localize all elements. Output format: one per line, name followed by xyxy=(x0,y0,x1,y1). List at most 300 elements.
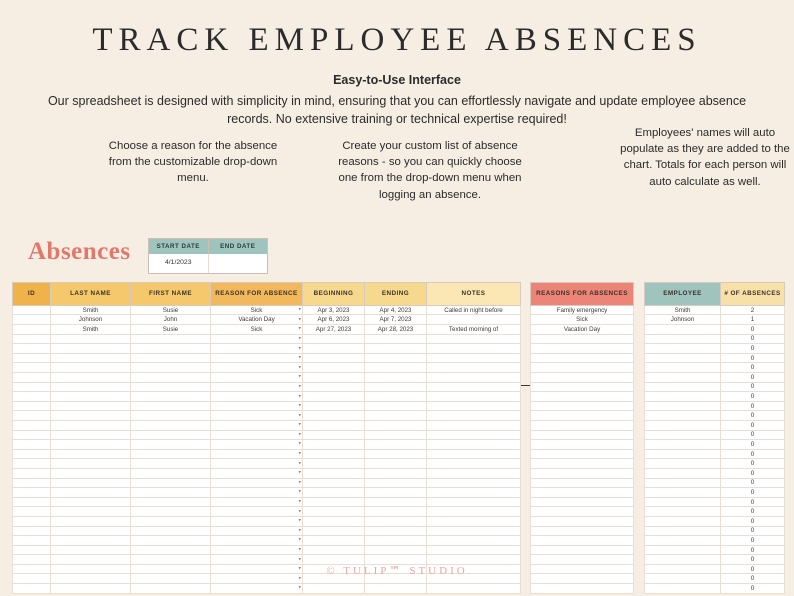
cell-last-name[interactable] xyxy=(51,392,131,402)
cell-reason-name[interactable] xyxy=(531,344,634,354)
employee-row[interactable] xyxy=(645,459,785,469)
cell-beginning[interactable] xyxy=(303,440,365,450)
cell-ending[interactable] xyxy=(365,440,427,450)
cell-last-name[interactable] xyxy=(51,555,131,565)
cell-employee-name[interactable] xyxy=(645,584,721,594)
employee-row[interactable] xyxy=(645,353,785,363)
chevron-down-icon[interactable]: ▾ xyxy=(298,421,301,428)
cell-employee-name[interactable] xyxy=(645,545,721,555)
cell-absence-count[interactable]: 2 xyxy=(721,305,785,315)
cell-beginning[interactable] xyxy=(303,430,365,440)
cell-ending[interactable] xyxy=(365,536,427,546)
cell-reason-name[interactable] xyxy=(531,373,634,383)
cell-last-name[interactable] xyxy=(51,373,131,383)
chevron-down-icon[interactable]: ▾ xyxy=(298,479,301,486)
cell-first-name[interactable] xyxy=(131,507,211,517)
cell-id[interactable] xyxy=(13,555,51,565)
cell-ending[interactable] xyxy=(365,526,427,536)
cell-reason-name[interactable] xyxy=(531,584,634,594)
cell-beginning[interactable] xyxy=(303,401,365,411)
reasons-row[interactable] xyxy=(531,545,634,555)
cell-beginning[interactable]: Apr 6, 2023 xyxy=(303,315,365,325)
chevron-down-icon[interactable]: ▾ xyxy=(298,335,301,342)
table-row[interactable] xyxy=(13,584,521,594)
cell-id[interactable] xyxy=(13,411,51,421)
cell-id[interactable] xyxy=(13,373,51,383)
cell-reason-name[interactable] xyxy=(531,353,634,363)
reasons-row[interactable] xyxy=(531,411,634,421)
cell-absence-count[interactable]: 0 xyxy=(721,584,785,594)
cell-notes[interactable] xyxy=(427,315,521,325)
cell-first-name[interactable] xyxy=(131,468,211,478)
cell-id[interactable] xyxy=(13,507,51,517)
employee-row[interactable] xyxy=(645,344,785,354)
cell-last-name[interactable] xyxy=(51,382,131,392)
chevron-down-icon[interactable]: ▾ xyxy=(298,536,301,543)
cell-employee-name[interactable]: Johnson xyxy=(645,315,721,325)
cell-employee-name[interactable] xyxy=(645,516,721,526)
employee-row[interactable] xyxy=(645,315,785,325)
employee-row[interactable] xyxy=(645,382,785,392)
cell-beginning[interactable] xyxy=(303,420,365,430)
table-row[interactable] xyxy=(13,478,521,488)
employee-row[interactable] xyxy=(645,392,785,402)
reasons-row[interactable] xyxy=(531,526,634,536)
reasons-row[interactable] xyxy=(531,536,634,546)
cell-first-name[interactable] xyxy=(131,363,211,373)
employee-row[interactable] xyxy=(645,363,785,373)
reasons-row[interactable] xyxy=(531,382,634,392)
cell-beginning[interactable] xyxy=(303,507,365,517)
cell-reason-name[interactable] xyxy=(531,411,634,421)
cell-first-name[interactable] xyxy=(131,516,211,526)
cell-absence-count[interactable]: 0 xyxy=(721,555,785,565)
employee-row[interactable] xyxy=(645,478,785,488)
employee-row[interactable] xyxy=(645,584,785,594)
cell-notes[interactable] xyxy=(427,497,521,507)
cell-ending[interactable] xyxy=(365,555,427,565)
cell-ending[interactable] xyxy=(365,373,427,383)
cell-ending[interactable] xyxy=(365,392,427,402)
cell-id[interactable] xyxy=(13,478,51,488)
cell-id[interactable] xyxy=(13,315,51,325)
reasons-row[interactable] xyxy=(531,478,634,488)
cell-last-name[interactable] xyxy=(51,488,131,498)
cell-beginning[interactable] xyxy=(303,344,365,354)
cell-reason-name[interactable] xyxy=(531,526,634,536)
cell-last-name[interactable] xyxy=(51,430,131,440)
cell-beginning[interactable] xyxy=(303,555,365,565)
chevron-down-icon[interactable]: ▾ xyxy=(298,469,301,476)
cell-notes[interactable] xyxy=(427,411,521,421)
cell-id[interactable] xyxy=(13,449,51,459)
cell-beginning[interactable] xyxy=(303,545,365,555)
cell-reason-dropdown[interactable] xyxy=(211,373,303,383)
cell-reason-dropdown[interactable] xyxy=(211,459,303,469)
cell-beginning[interactable] xyxy=(303,488,365,498)
chevron-down-icon[interactable]: ▾ xyxy=(298,575,301,582)
chevron-down-icon[interactable]: ▾ xyxy=(298,306,301,313)
reasons-row[interactable] xyxy=(531,430,634,440)
table-row[interactable] xyxy=(13,373,521,383)
table-row[interactable] xyxy=(13,526,521,536)
cell-beginning[interactable] xyxy=(303,392,365,402)
reasons-row[interactable] xyxy=(531,488,634,498)
cell-first-name[interactable] xyxy=(131,382,211,392)
cell-reason-name[interactable] xyxy=(531,401,634,411)
cell-beginning[interactable] xyxy=(303,382,365,392)
table-row[interactable] xyxy=(13,516,521,526)
cell-employee-name[interactable] xyxy=(645,363,721,373)
cell-employee-name[interactable] xyxy=(645,488,721,498)
cell-last-name[interactable] xyxy=(51,536,131,546)
cell-beginning[interactable] xyxy=(303,449,365,459)
cell-reason-dropdown[interactable] xyxy=(211,411,303,421)
cell-ending[interactable] xyxy=(365,420,427,430)
table-row[interactable] xyxy=(13,440,521,450)
cell-employee-name[interactable] xyxy=(645,420,721,430)
table-row[interactable] xyxy=(13,401,521,411)
cell-reason-name[interactable] xyxy=(531,363,634,373)
cell-absence-count[interactable]: 0 xyxy=(721,420,785,430)
cell-reason-dropdown[interactable] xyxy=(211,353,303,363)
employee-row[interactable] xyxy=(645,468,785,478)
cell-ending[interactable] xyxy=(365,584,427,594)
cell-beginning[interactable] xyxy=(303,363,365,373)
cell-absence-count[interactable]: 0 xyxy=(721,373,785,383)
cell-employee-name[interactable] xyxy=(645,526,721,536)
reasons-row[interactable] xyxy=(531,468,634,478)
cell-last-name[interactable]: Smith xyxy=(51,305,131,315)
cell-reason-dropdown[interactable] xyxy=(211,468,303,478)
cell-notes[interactable] xyxy=(427,373,521,383)
cell-ending[interactable] xyxy=(365,478,427,488)
cell-id[interactable] xyxy=(13,401,51,411)
chevron-down-icon[interactable]: ▾ xyxy=(298,354,301,361)
chevron-down-icon[interactable]: ▾ xyxy=(298,316,301,323)
cell-notes[interactable] xyxy=(427,449,521,459)
cell-employee-name[interactable] xyxy=(645,373,721,383)
cell-reason-dropdown[interactable] xyxy=(211,382,303,392)
cell-reason-name[interactable] xyxy=(531,536,634,546)
cell-absence-count[interactable]: 0 xyxy=(721,478,785,488)
cell-first-name[interactable] xyxy=(131,555,211,565)
cell-id[interactable] xyxy=(13,497,51,507)
cell-beginning[interactable] xyxy=(303,516,365,526)
cell-notes[interactable] xyxy=(427,382,521,392)
reasons-row[interactable] xyxy=(531,459,634,469)
cell-reason-dropdown[interactable] xyxy=(211,392,303,402)
reasons-row[interactable] xyxy=(531,401,634,411)
cell-ending[interactable] xyxy=(365,468,427,478)
cell-reason-dropdown[interactable] xyxy=(211,516,303,526)
cell-absence-count[interactable]: 0 xyxy=(721,430,785,440)
reasons-row[interactable] xyxy=(531,516,634,526)
cell-beginning[interactable] xyxy=(303,334,365,344)
cell-reason-name[interactable] xyxy=(531,497,634,507)
reasons-row[interactable] xyxy=(531,363,634,373)
cell-notes[interactable] xyxy=(427,468,521,478)
cell-absence-count[interactable]: 0 xyxy=(721,363,785,373)
chevron-down-icon[interactable]: ▾ xyxy=(298,488,301,495)
cell-absence-count[interactable]: 0 xyxy=(721,344,785,354)
cell-reason-name[interactable] xyxy=(531,334,634,344)
cell-beginning[interactable] xyxy=(303,373,365,383)
table-row[interactable] xyxy=(13,392,521,402)
cell-reason-dropdown[interactable] xyxy=(211,478,303,488)
cell-beginning[interactable]: Apr 3, 2023 xyxy=(303,305,365,315)
cell-last-name[interactable] xyxy=(51,507,131,517)
reasons-row[interactable] xyxy=(531,353,634,363)
cell-last-name[interactable] xyxy=(51,459,131,469)
employee-row[interactable] xyxy=(645,526,785,536)
cell-absence-count[interactable]: 0 xyxy=(721,382,785,392)
cell-reason-name[interactable] xyxy=(531,449,634,459)
cell-reason-dropdown[interactable]: Sick ▾ xyxy=(211,325,303,335)
table-row[interactable] xyxy=(13,430,521,440)
cell-employee-name[interactable] xyxy=(645,334,721,344)
cell-reason-dropdown[interactable] xyxy=(211,536,303,546)
absences-table[interactable] xyxy=(12,282,520,594)
cell-notes[interactable] xyxy=(427,430,521,440)
reasons-row[interactable] xyxy=(531,440,634,450)
table-row[interactable] xyxy=(13,325,521,335)
cell-last-name[interactable]: Smith xyxy=(51,325,131,335)
cell-reason-name[interactable] xyxy=(531,459,634,469)
cell-absence-count[interactable]: 0 xyxy=(721,401,785,411)
cell-id[interactable] xyxy=(13,584,51,594)
cell-reason-name[interactable] xyxy=(531,545,634,555)
cell-beginning[interactable] xyxy=(303,459,365,469)
cell-first-name[interactable] xyxy=(131,584,211,594)
table-row[interactable] xyxy=(13,468,521,478)
cell-last-name[interactable] xyxy=(51,353,131,363)
cell-reason-dropdown[interactable] xyxy=(211,555,303,565)
cell-ending[interactable] xyxy=(365,411,427,421)
cell-absence-count[interactable]: 0 xyxy=(721,574,785,584)
cell-employee-name[interactable] xyxy=(645,411,721,421)
reasons-row[interactable] xyxy=(531,373,634,383)
cell-reason-name[interactable]: Vacation Day xyxy=(531,325,634,335)
cell-id[interactable] xyxy=(13,536,51,546)
cell-beginning[interactable] xyxy=(303,497,365,507)
table-row[interactable] xyxy=(13,353,521,363)
reasons-row[interactable] xyxy=(531,507,634,517)
cell-id[interactable] xyxy=(13,353,51,363)
employee-row[interactable] xyxy=(645,420,785,430)
cell-absence-count[interactable]: 0 xyxy=(721,449,785,459)
cell-reason-dropdown[interactable] xyxy=(211,507,303,517)
cell-absence-count[interactable]: 0 xyxy=(721,353,785,363)
chevron-down-icon[interactable]: ▾ xyxy=(298,498,301,505)
chevron-down-icon[interactable]: ▾ xyxy=(298,412,301,419)
reasons-row[interactable] xyxy=(531,584,634,594)
employee-row[interactable] xyxy=(645,536,785,546)
cell-ending[interactable] xyxy=(365,363,427,373)
cell-employee-name[interactable] xyxy=(645,401,721,411)
cell-absence-count[interactable]: 0 xyxy=(721,526,785,536)
cell-last-name[interactable] xyxy=(51,545,131,555)
cell-beginning[interactable] xyxy=(303,584,365,594)
reasons-row[interactable] xyxy=(531,344,634,354)
cell-reason-dropdown[interactable] xyxy=(211,363,303,373)
employee-row[interactable] xyxy=(645,440,785,450)
cell-last-name[interactable] xyxy=(51,584,131,594)
cell-id[interactable] xyxy=(13,459,51,469)
cell-reason-name[interactable] xyxy=(531,392,634,402)
cell-id[interactable] xyxy=(13,526,51,536)
start-date-input[interactable]: 4/1/2023 xyxy=(149,254,209,273)
table-row[interactable] xyxy=(13,459,521,469)
employee-row[interactable] xyxy=(645,516,785,526)
table-row[interactable] xyxy=(13,555,521,565)
chevron-down-icon[interactable]: ▾ xyxy=(298,373,301,380)
table-row[interactable] xyxy=(13,449,521,459)
cell-id[interactable] xyxy=(13,516,51,526)
cell-ending[interactable]: Apr 4, 2023 xyxy=(365,305,427,315)
cell-first-name[interactable]: Susie xyxy=(131,325,211,335)
reasons-row[interactable] xyxy=(531,420,634,430)
employee-row[interactable] xyxy=(645,401,785,411)
cell-absence-count[interactable]: 0 xyxy=(721,392,785,402)
cell-absence-count[interactable]: 0 xyxy=(721,536,785,546)
cell-reason-name[interactable] xyxy=(531,430,634,440)
cell-reason-name[interactable] xyxy=(531,516,634,526)
cell-reason-name[interactable] xyxy=(531,478,634,488)
chevron-down-icon[interactable]: ▾ xyxy=(298,440,301,447)
cell-id[interactable] xyxy=(13,440,51,450)
cell-employee-name[interactable] xyxy=(645,507,721,517)
cell-beginning[interactable] xyxy=(303,478,365,488)
chevron-down-icon[interactable]: ▾ xyxy=(298,517,301,524)
cell-reason-name[interactable] xyxy=(531,382,634,392)
cell-first-name[interactable] xyxy=(131,526,211,536)
cell-first-name[interactable] xyxy=(131,536,211,546)
reasons-row[interactable] xyxy=(531,325,634,335)
cell-reason-dropdown[interactable] xyxy=(211,430,303,440)
cell-id[interactable] xyxy=(13,305,51,315)
cell-employee-name[interactable] xyxy=(645,325,721,335)
cell-reason-dropdown[interactable] xyxy=(211,526,303,536)
table-row[interactable] xyxy=(13,382,521,392)
cell-ending[interactable] xyxy=(365,382,427,392)
cell-beginning[interactable] xyxy=(303,536,365,546)
employee-row[interactable] xyxy=(645,449,785,459)
employee-row[interactable] xyxy=(645,507,785,517)
cell-notes[interactable] xyxy=(427,488,521,498)
cell-reason-dropdown[interactable] xyxy=(211,440,303,450)
cell-id[interactable] xyxy=(13,468,51,478)
employee-row[interactable] xyxy=(645,305,785,315)
cell-notes[interactable] xyxy=(427,420,521,430)
cell-notes[interactable] xyxy=(427,555,521,565)
cell-absence-count[interactable]: 0 xyxy=(721,325,785,335)
table-row[interactable] xyxy=(13,363,521,373)
chevron-down-icon[interactable]: ▾ xyxy=(298,402,301,409)
cell-reason-dropdown[interactable] xyxy=(211,449,303,459)
employee-row[interactable] xyxy=(645,488,785,498)
cell-ending[interactable] xyxy=(365,334,427,344)
cell-reason-dropdown[interactable] xyxy=(211,401,303,411)
chevron-down-icon[interactable]: ▾ xyxy=(298,431,301,438)
table-row[interactable] xyxy=(13,305,521,315)
chevron-down-icon[interactable]: ▾ xyxy=(298,450,301,457)
cell-beginning[interactable]: Apr 27, 2023 xyxy=(303,325,365,335)
cell-reason-dropdown[interactable] xyxy=(211,584,303,594)
cell-last-name[interactable] xyxy=(51,411,131,421)
cell-beginning[interactable] xyxy=(303,526,365,536)
cell-notes[interactable] xyxy=(427,440,521,450)
employee-row[interactable] xyxy=(645,334,785,344)
employee-row[interactable] xyxy=(645,430,785,440)
cell-reason-name[interactable] xyxy=(531,440,634,450)
chevron-down-icon[interactable]: ▾ xyxy=(298,565,301,572)
cell-reason-dropdown[interactable] xyxy=(211,344,303,354)
cell-last-name[interactable] xyxy=(51,468,131,478)
cell-ending[interactable] xyxy=(365,449,427,459)
table-row[interactable] xyxy=(13,545,521,555)
cell-beginning[interactable] xyxy=(303,468,365,478)
cell-reason-name[interactable]: Family emergency xyxy=(531,305,634,315)
cell-absence-count[interactable]: 0 xyxy=(721,564,785,574)
cell-employee-name[interactable] xyxy=(645,497,721,507)
cell-reason-dropdown[interactable] xyxy=(211,497,303,507)
cell-id[interactable] xyxy=(13,363,51,373)
cell-first-name[interactable] xyxy=(131,353,211,363)
cell-reason-dropdown[interactable]: Vacation Day ▾ xyxy=(211,315,303,325)
cell-reason-dropdown[interactable] xyxy=(211,420,303,430)
cell-last-name[interactable] xyxy=(51,344,131,354)
cell-notes[interactable] xyxy=(427,526,521,536)
chevron-down-icon[interactable]: ▾ xyxy=(298,383,301,390)
table-row[interactable] xyxy=(13,497,521,507)
cell-beginning[interactable] xyxy=(303,411,365,421)
cell-last-name[interactable] xyxy=(51,440,131,450)
cell-first-name[interactable] xyxy=(131,449,211,459)
chevron-down-icon[interactable]: ▾ xyxy=(298,527,301,534)
table-row[interactable] xyxy=(13,536,521,546)
employee-row[interactable] xyxy=(645,325,785,335)
cell-last-name[interactable] xyxy=(51,334,131,344)
table-row[interactable] xyxy=(13,507,521,517)
cell-ending[interactable] xyxy=(365,344,427,354)
cell-id[interactable] xyxy=(13,430,51,440)
reasons-table[interactable] xyxy=(530,282,634,594)
chevron-down-icon[interactable]: ▾ xyxy=(298,364,301,371)
cell-first-name[interactable] xyxy=(131,545,211,555)
cell-notes[interactable] xyxy=(427,334,521,344)
reasons-row[interactable] xyxy=(531,449,634,459)
cell-id[interactable] xyxy=(13,344,51,354)
cell-employee-name[interactable] xyxy=(645,440,721,450)
cell-employee-name[interactable] xyxy=(645,382,721,392)
chevron-down-icon[interactable]: ▾ xyxy=(298,584,301,591)
cell-reason-name[interactable] xyxy=(531,555,634,565)
cell-beginning[interactable] xyxy=(303,353,365,363)
cell-id[interactable] xyxy=(13,334,51,344)
cell-notes[interactable] xyxy=(427,584,521,594)
cell-employee-name[interactable] xyxy=(645,459,721,469)
cell-absence-count[interactable]: 0 xyxy=(721,507,785,517)
cell-first-name[interactable] xyxy=(131,430,211,440)
cell-absence-count[interactable]: 0 xyxy=(721,440,785,450)
cell-ending[interactable] xyxy=(365,401,427,411)
employee-row[interactable] xyxy=(645,497,785,507)
cell-notes[interactable] xyxy=(427,536,521,546)
reasons-row[interactable] xyxy=(531,334,634,344)
table-row[interactable] xyxy=(13,315,521,325)
cell-first-name[interactable] xyxy=(131,488,211,498)
